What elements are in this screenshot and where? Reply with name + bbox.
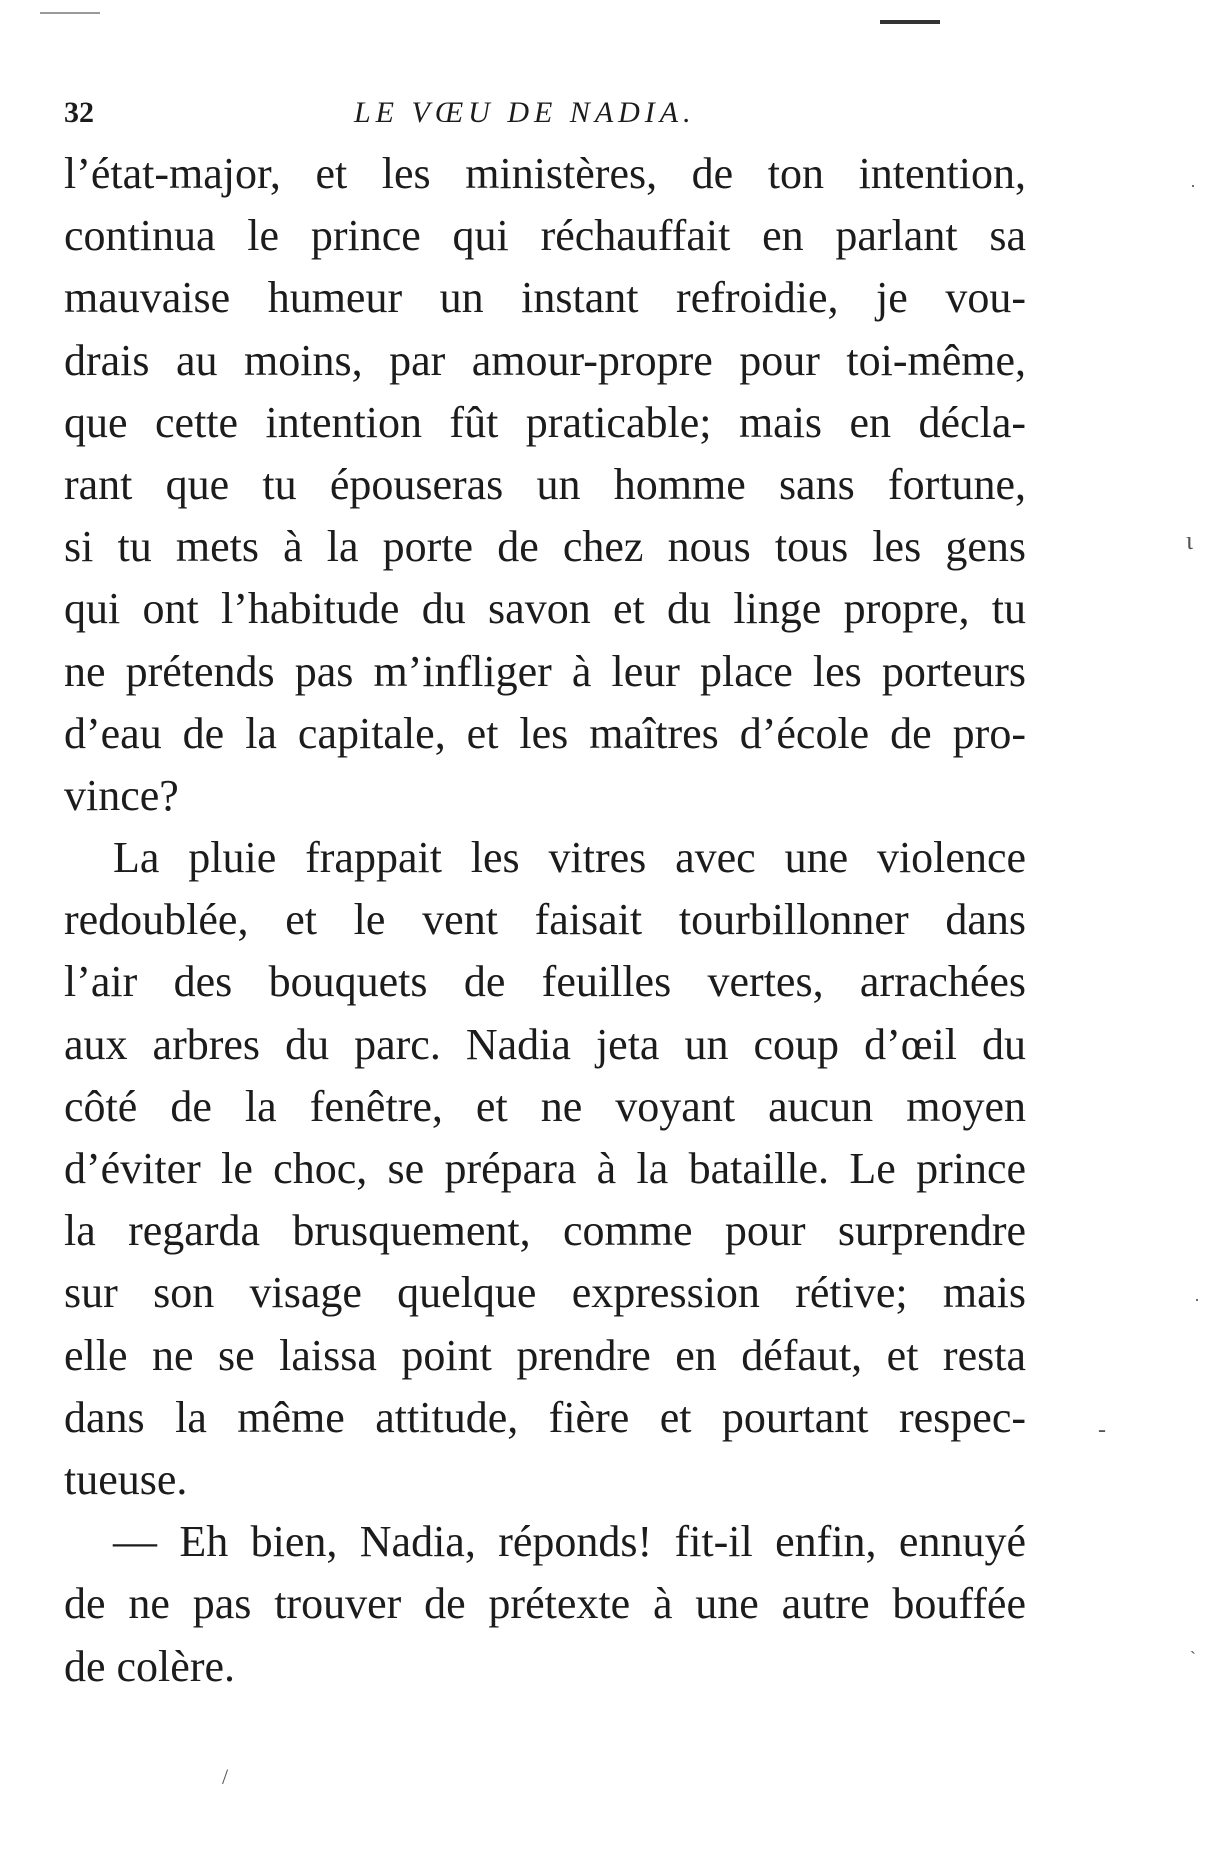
text-line: la regarda brusquement, comme pour surprendre bbox=[64, 1206, 1026, 1256]
body-text bbox=[64, 143, 1026, 1698]
text-line: sur son visage quelque expression rétive; mais bbox=[64, 1268, 1026, 1318]
paragraph bbox=[64, 143, 1026, 827]
margin-speck: / bbox=[222, 1764, 229, 1789]
margin-speck: - bbox=[1098, 1417, 1106, 1443]
margin-speck: · bbox=[1194, 1290, 1200, 1310]
page-header bbox=[64, 96, 1034, 136]
text-line: elle ne se laissa point prendre en défaut, et resta bbox=[64, 1330, 1026, 1380]
page-number: 32 bbox=[64, 96, 94, 129]
scan-speck bbox=[40, 12, 100, 14]
text-line: d’éviter le choc, se prépara à la bataille. Le prince bbox=[64, 1144, 1026, 1193]
text-line: tueuse. bbox=[64, 1454, 188, 1504]
text-line: l’air des bouquets de feuilles vertes, arrachées bbox=[64, 957, 1026, 1007]
text-line: qui ont l’habitude du savon et du linge propre, tu bbox=[64, 584, 1026, 634]
text-line: si tu mets à la porte de chez nous tous les gens bbox=[64, 522, 1026, 572]
margin-speck: ` bbox=[1190, 1648, 1196, 1668]
text-line: redoublée, et le vent faisait tourbillonner dans bbox=[64, 895, 1026, 945]
margin-speck: ɩ bbox=[1186, 526, 1193, 555]
text-line: continua le prince qui réchauffait en parlant sa bbox=[64, 211, 1026, 261]
text-line: ne prétends pas m’infliger à leur place les porteurs bbox=[64, 646, 1026, 696]
running-title: LE VŒU DE NADIA. bbox=[354, 96, 696, 129]
scan-speck bbox=[880, 20, 940, 24]
text-line: drais au moins, par amour-propre pour toi-même, bbox=[64, 335, 1026, 385]
text-line: rant que tu épouseras un homme sans fortune, bbox=[64, 459, 1026, 509]
text-line: — Eh bien, Nadia, réponds! fit-il enfin, ennuyé bbox=[113, 1517, 1026, 1567]
text-line: mauvaise humeur un instant refroidie, je vou- bbox=[64, 273, 1026, 323]
text-line: La pluie frappait les vitres avec une violence bbox=[113, 833, 1026, 883]
text-line: d’eau de la capitale, et les maîtres d’école de pro- bbox=[64, 708, 1026, 758]
text-line: l’état-major, et les ministères, de ton intention, bbox=[64, 149, 1026, 198]
paragraph bbox=[64, 1511, 1026, 1698]
text-line: dans la même attitude, fière et pourtant respec- bbox=[64, 1392, 1026, 1442]
text-line: aux arbres du parc. Nadia jeta un coup d’œil du bbox=[64, 1019, 1026, 1069]
text-line: de ne pas trouver de prétexte à une autre bouffée bbox=[64, 1579, 1026, 1629]
text-line: côté de la fenêtre, et ne voyant aucun moyen bbox=[64, 1081, 1026, 1131]
text-line: de colère. bbox=[64, 1641, 235, 1691]
margin-speck: · bbox=[1190, 176, 1196, 196]
text-line: vince? bbox=[64, 770, 179, 820]
paragraph bbox=[64, 827, 1026, 1511]
text-line: que cette intention fût praticable; mais en décla- bbox=[64, 397, 1026, 447]
